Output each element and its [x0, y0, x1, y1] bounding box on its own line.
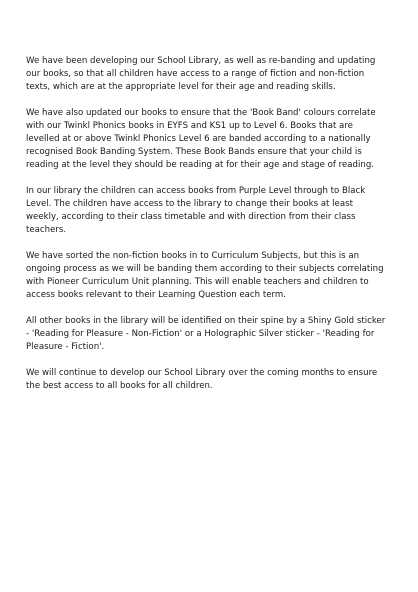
paragraph-library-development: We have been developing our School Library, as well as re-banding and updating our books, so that all children have access to a range of fiction and non-fiction texts, which are at the appropriate level for their age and reading skills. — [26, 56, 376, 92]
document-body — [26, 55, 388, 406]
paragraph-continue-development: We will continue to develop our School Library over the coming months to ensure the best access to all books for all children. — [26, 368, 378, 391]
paragraph-non-fiction-sorting: We have sorted the non-fiction books in to Curriculum Subjects, but this is an ongoing process as we will be banding them according to their subjects correlating with Pioneer Curriculum Unit planning. This will enable teachers and children to access books relevant to their Learning Question each term. — [26, 251, 384, 300]
paragraph-book-band-colours: We have also updated our books to ensure that the 'Book Band' colours correlate with our Twinkl Phonics books in EYFS and KS1 up to Level 6. Books that are levelled at or above Twinkl Phonics Level 6 are banded according to a nationally recognised Book Banding System. These Book Bands ensure that your child is reading at the level they should be reading at for their age and stage of reading. — [26, 108, 376, 170]
paragraph-spine-stickers: All other books in the library will be identified on their spine by a Shiny Gold sticker - 'Reading for Pleasure - Non-Fiction' or a Holographic Silver sticker - 'Reading for Pleasure - Fiction'. — [26, 316, 386, 352]
paragraph-library-access: In our library the children can access books from Purple Level through to Black Level. The children have access to the library to change their books at least weekly, according to their class timetable and with direction from their class teachers. — [26, 186, 366, 235]
